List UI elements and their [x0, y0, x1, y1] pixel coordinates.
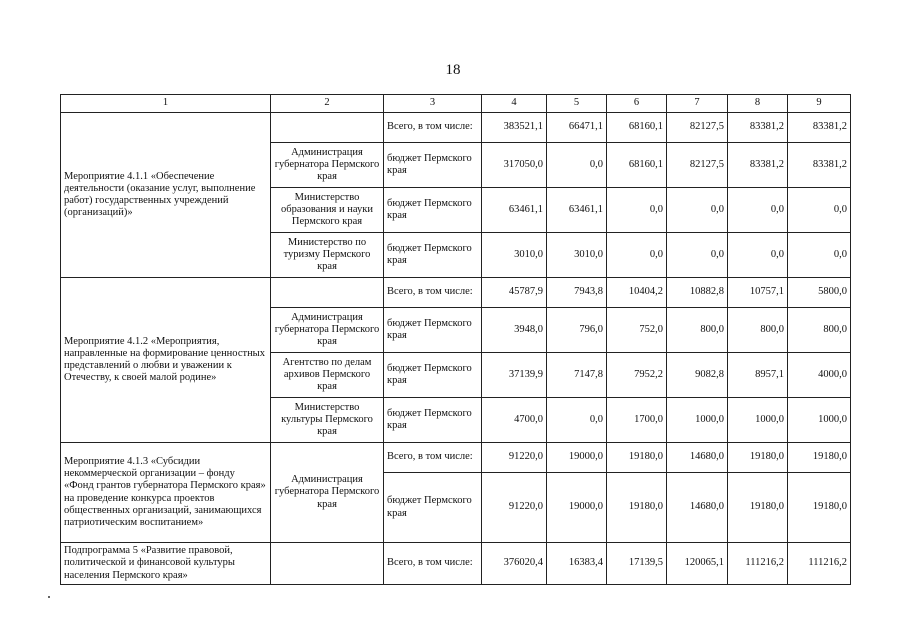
executor-cell: Министерство образования и науки Пермского края [271, 188, 384, 233]
source-cell: бюджет Пермского края [384, 353, 482, 398]
table-row [61, 113, 851, 143]
subprogram-title: Подпрограмма 5 «Развитие правовой, политической и финансовой культуры населения Пермского края» [61, 543, 271, 585]
header-cell: 9 [788, 95, 851, 113]
value-cell: 45787,9 [482, 278, 547, 308]
value-cell: 0,0 [547, 398, 607, 443]
value-cell: 10882,8 [667, 278, 728, 308]
value-cell: 10757,1 [728, 278, 788, 308]
value-cell: 3010,0 [547, 233, 607, 278]
source-cell: Всего, в том числе: [384, 278, 482, 308]
value-cell: 800,0 [667, 308, 728, 353]
value-cell: 1000,0 [788, 398, 851, 443]
value-cell: 0,0 [728, 233, 788, 278]
header-cell: 2 [271, 95, 384, 113]
source-cell: бюджет Пермского края [384, 233, 482, 278]
value-cell: 37139,9 [482, 353, 547, 398]
executor-cell [271, 543, 384, 585]
value-cell: 7943,8 [547, 278, 607, 308]
executor-cell: Администрация губернатора Пермского края [271, 308, 384, 353]
value-cell: 1000,0 [667, 398, 728, 443]
value-cell: 0,0 [607, 188, 667, 233]
header-row [61, 95, 851, 113]
value-cell: 19180,0 [607, 443, 667, 473]
value-cell: 796,0 [547, 308, 607, 353]
value-cell: 7147,8 [547, 353, 607, 398]
budget-table [60, 94, 851, 585]
value-cell: 17139,5 [607, 543, 667, 585]
value-cell: 376020,4 [482, 543, 547, 585]
header-cell: 6 [607, 95, 667, 113]
value-cell: 317050,0 [482, 143, 547, 188]
value-cell: 91220,0 [482, 443, 547, 473]
value-cell: 111216,2 [788, 543, 851, 585]
header-cell: 5 [547, 95, 607, 113]
value-cell: 0,0 [547, 143, 607, 188]
executor-cell: Агентство по делам архивов Пермского края [271, 353, 384, 398]
value-cell: 19180,0 [728, 443, 788, 473]
value-cell: 4700,0 [482, 398, 547, 443]
source-cell: бюджет Пермского края [384, 473, 482, 543]
value-cell: 68160,1 [607, 113, 667, 143]
value-cell: 0,0 [728, 188, 788, 233]
table-row [61, 443, 851, 473]
source-cell: Всего, в том числе: [384, 543, 482, 585]
executor-cell: Министерство по туризму Пермского края [271, 233, 384, 278]
value-cell: 83381,2 [788, 143, 851, 188]
value-cell: 800,0 [788, 308, 851, 353]
value-cell: 91220,0 [482, 473, 547, 543]
activity-title: Мероприятие 4.1.3 «Субсидии некоммерческой организации – фонду «Фонд грантов губернатора Пермского края» на проведение конкурса проектов общественных организаций, занимающихся патриотическим воспитанием» [61, 443, 271, 543]
value-cell: 19000,0 [547, 443, 607, 473]
value-cell: 0,0 [788, 233, 851, 278]
value-cell: 19000,0 [547, 473, 607, 543]
header-cell: 4 [482, 95, 547, 113]
page-number: 18 [445, 62, 461, 78]
value-cell: 752,0 [607, 308, 667, 353]
value-cell: 82127,5 [667, 143, 728, 188]
executor-cell: Администрация губернатора Пермского края [271, 143, 384, 188]
value-cell: 0,0 [667, 233, 728, 278]
header-cell: 8 [728, 95, 788, 113]
header-cell: 1 [61, 95, 271, 113]
value-cell: 3948,0 [482, 308, 547, 353]
value-cell: 800,0 [728, 308, 788, 353]
value-cell: 14680,0 [667, 443, 728, 473]
scan-speck [48, 596, 50, 598]
value-cell: 10404,2 [607, 278, 667, 308]
value-cell: 383521,1 [482, 113, 547, 143]
executor-cell: Администрация губернатора Пермского края [271, 443, 384, 543]
value-cell: 4000,0 [788, 353, 851, 398]
header-cell: 3 [384, 95, 482, 113]
table-row [61, 543, 851, 585]
executor-cell [271, 113, 384, 143]
value-cell: 16383,4 [547, 543, 607, 585]
table-row [61, 278, 851, 308]
value-cell: 83381,2 [788, 113, 851, 143]
source-cell: бюджет Пермского края [384, 398, 482, 443]
value-cell: 82127,5 [667, 113, 728, 143]
value-cell: 83381,2 [728, 113, 788, 143]
executor-cell [271, 278, 384, 308]
value-cell: 0,0 [607, 233, 667, 278]
value-cell: 83381,2 [728, 143, 788, 188]
value-cell: 19180,0 [788, 443, 851, 473]
source-cell: бюджет Пермского края [384, 308, 482, 353]
value-cell: 1000,0 [728, 398, 788, 443]
source-cell: бюджет Пермского края [384, 143, 482, 188]
value-cell: 63461,1 [547, 188, 607, 233]
value-cell: 63461,1 [482, 188, 547, 233]
value-cell: 9082,8 [667, 353, 728, 398]
value-cell: 19180,0 [728, 473, 788, 543]
value-cell: 14680,0 [667, 473, 728, 543]
source-cell: Всего, в том числе: [384, 443, 482, 473]
value-cell: 1700,0 [607, 398, 667, 443]
value-cell: 0,0 [788, 188, 851, 233]
header-cell: 7 [667, 95, 728, 113]
value-cell: 8957,1 [728, 353, 788, 398]
activity-title: Мероприятие 4.1.2 «Мероприятия, направленные на формирование ценностных представлений о любви и уважении к Отечеству, к своей малой родине» [61, 278, 271, 443]
source-cell: бюджет Пермского края [384, 188, 482, 233]
activity-title: Мероприятие 4.1.1 «Обеспечение деятельности (оказание услуг, выполнение работ) государственных учреждений (организаций)» [61, 113, 271, 278]
value-cell: 19180,0 [607, 473, 667, 543]
value-cell: 111216,2 [728, 543, 788, 585]
value-cell: 66471,1 [547, 113, 607, 143]
executor-cell: Министерство культуры Пермского края [271, 398, 384, 443]
value-cell: 7952,2 [607, 353, 667, 398]
value-cell: 3010,0 [482, 233, 547, 278]
value-cell: 0,0 [667, 188, 728, 233]
source-cell: Всего, в том числе: [384, 113, 482, 143]
value-cell: 120065,1 [667, 543, 728, 585]
value-cell: 5800,0 [788, 278, 851, 308]
value-cell: 68160,1 [607, 143, 667, 188]
value-cell: 19180,0 [788, 473, 851, 543]
